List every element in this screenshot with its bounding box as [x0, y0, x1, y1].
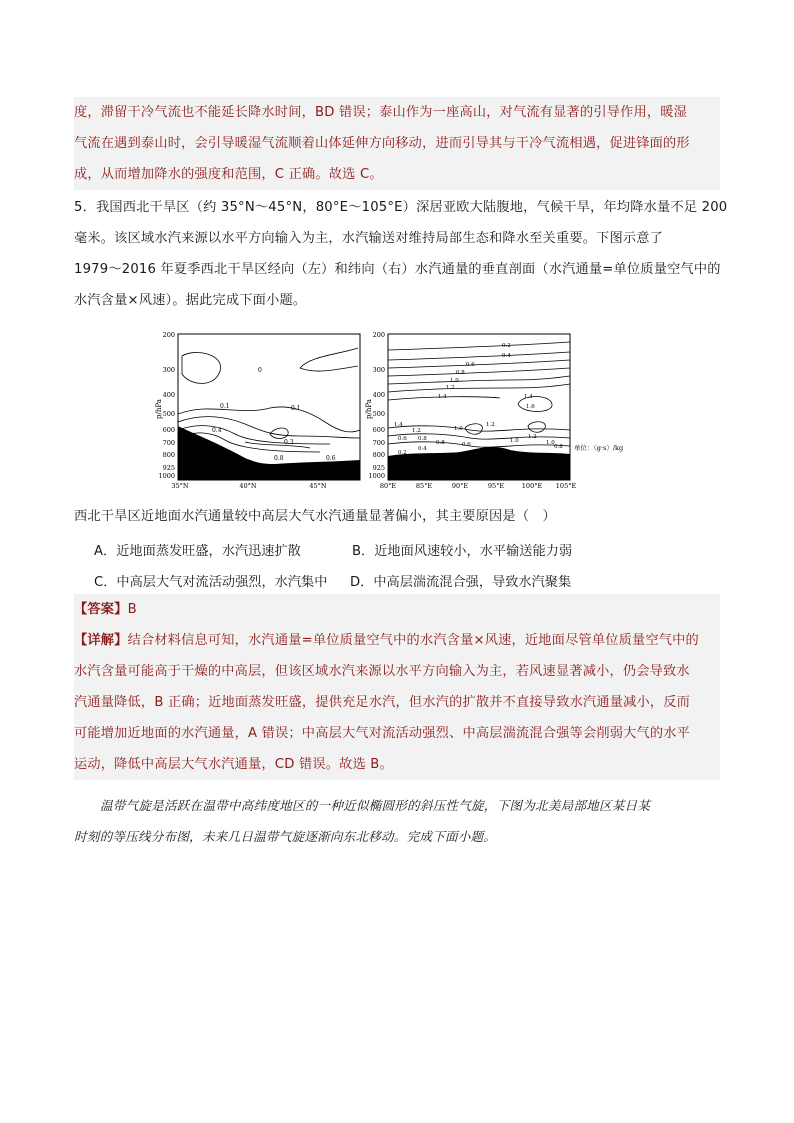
explanation-line: 气流在遇到泰山时，会引导暖湿气流顺着山体延伸方向移动，进而引导其与干冷气流相遇，促进锋面的形 [74, 136, 690, 151]
contour-label: 1.0 [450, 378, 459, 384]
answer-tag: 【答案】 [74, 602, 128, 617]
detail-line [74, 625, 720, 656]
y-tick: 700 [372, 439, 385, 447]
option-d[interactable]: D．中高层湍流混合强，导致水汽聚集 [350, 575, 572, 590]
contour-label: 1.4 [394, 422, 403, 428]
y-tick: 800 [372, 451, 385, 459]
contour-label: 1.2 [486, 422, 495, 428]
x-tick: 95°E [487, 482, 505, 490]
y-tick: 600 [162, 426, 175, 434]
y-tick: 600 [372, 426, 385, 434]
contour-label: 1.0 [454, 426, 463, 432]
contour-label: 0.4 [502, 353, 511, 359]
contour-label: 0.8 [418, 436, 427, 442]
explanation-line: 成，从而增加降水的强度和范围，C 正确。故选 C。 [74, 167, 383, 182]
left-x-ticks [171, 482, 327, 490]
contour-label: 0.1 [220, 403, 230, 410]
y-tick: 300 [162, 366, 175, 374]
x-tick: 40°N [239, 482, 257, 490]
option-a[interactable]: A．近地面蒸发旺盛，水汽迅速扩散 [94, 544, 301, 559]
contour-label: 1.2 [412, 428, 421, 434]
contour-label: 0.6 [398, 436, 407, 442]
contour-label: 1.2 [446, 385, 455, 391]
contour-label: 0.3 [284, 439, 294, 446]
question-stem [74, 501, 720, 532]
explanation-line: 度，滞留干冷气流也不能延长降水时间，BD 错误；泰山作为一座高山，对气流有显著的引导作用，暖湿 [74, 105, 688, 120]
left-panel [155, 331, 360, 490]
detail-line: 运动，降低中高层大气水汽通量，CD 错误。故选 B。 [74, 757, 393, 772]
contour-label: 1.0 [510, 438, 519, 444]
unit-label: 单位：（g·s）/kg [574, 444, 624, 452]
next-question-intro [74, 790, 720, 852]
right-panel [365, 331, 623, 490]
contour-label: 0.4 [418, 446, 427, 452]
contour-label: 0.8 [436, 440, 445, 446]
left-y-label: p/hPa [155, 399, 163, 419]
detail-tag: 【详解】 [74, 633, 128, 648]
material-line: 毫米。该区域水汽来源以水平方向输入为主，水汽输送对维持局部生态和降水至关重要。下图示意了 [74, 231, 664, 246]
contour-label: 1.4 [524, 394, 533, 400]
previous-explanation [74, 97, 720, 190]
contour-label: 0.6 [462, 442, 471, 448]
contour-label: 0.1 [291, 405, 301, 412]
y-tick: 200 [162, 331, 175, 339]
y-tick: 1000 [368, 472, 385, 480]
question-5-material [74, 192, 728, 316]
y-tick: 500 [372, 410, 385, 418]
contour-label: 0.8 [554, 444, 563, 450]
contour-label: 0.6 [466, 362, 475, 368]
material-line: 水汽含量×风速）。据此完成下面小题。 [74, 293, 307, 308]
contour-label: 1.4 [438, 394, 447, 400]
detail-text: 结合材料信息可知，水汽通量=单位质量空气中的水汽含量×风速，近地面尽管单位质量空气中的 [127, 633, 699, 648]
contour-label: 1.0 [546, 440, 555, 446]
detail-line: 可能增加近地面的水汽通量，A 错误；中高层大气对流活动强烈、中高层湍流混合强等会削弱大气的水平 [74, 726, 691, 741]
y-tick: 800 [162, 451, 175, 459]
x-tick: 105°E [555, 482, 577, 490]
x-tick: 85°E [415, 482, 433, 490]
y-tick: 300 [372, 366, 385, 374]
intro-line: 温带气旋是活跃在温带中高纬度地区的一种近似椭圆形的斜压性气旋，下图为北美局部地区某日某 [100, 798, 651, 813]
material-line: 1979～2016 年夏季西北干旱区经向（左）和纬向（右）水汽通量的垂直剖面（水汽通量=单位质量空气中的 [74, 262, 721, 277]
x-tick: 90°E [451, 482, 469, 490]
y-tick: 200 [372, 331, 385, 339]
contour-label: 0.2 [398, 450, 407, 456]
right-y-label: p/hPa [365, 399, 373, 419]
detail-line: 水汽含量可能高于干燥的中高层，但该区域水汽来源以水平方向输入为主，若风速显著减小，仍会导致水 [74, 664, 690, 679]
contour-label: 0.8 [274, 455, 284, 462]
answer-value: B [127, 602, 137, 617]
y-tick: 500 [162, 410, 175, 418]
material-line: 5．我国西北干旱区（约 35°N～45°N，80°E～105°E）深居亚欧大陆腹地，气候干旱，年均降水量不足 200 [74, 200, 728, 215]
option-b[interactable]: B．近地面风速较小，水平输送能力弱 [352, 544, 573, 559]
contour-label: 0.2 [502, 343, 511, 349]
y-tick: 400 [372, 391, 385, 399]
detail-explanation [74, 625, 720, 780]
y-tick: 1000 [158, 472, 175, 480]
y-tick: 925 [372, 464, 385, 472]
x-tick: 35°N [171, 482, 189, 490]
answer-line [74, 594, 720, 625]
option-c[interactable]: C．中高层大气对流活动强烈，水汽集中 [94, 575, 328, 590]
x-tick: 80°E [379, 482, 397, 490]
y-tick: 400 [162, 391, 175, 399]
contour-label: 0.6 [326, 455, 336, 462]
right-x-ticks [380, 482, 577, 490]
x-tick: 100°E [521, 482, 543, 490]
detail-line: 汽通量降低，B 正确；近地面蒸发旺盛，提供充足水汽，但水汽的扩散并不直接导致水汽通量减小，反而 [74, 695, 691, 710]
contour-label: 0 [258, 367, 262, 374]
x-tick: 45°N [309, 482, 327, 490]
y-tick: 925 [162, 464, 175, 472]
contour-label: 0.8 [456, 370, 465, 376]
stem-line: 西北干旱区近地面水汽通量较中高层大气水汽通量显著偏小，其主要原因是（ ） [74, 509, 556, 524]
vertical-section-svg [150, 326, 630, 491]
y-tick: 700 [162, 439, 175, 447]
water-vapor-flux-figure [150, 326, 630, 491]
intro-line: 时刻的等压线分布图，未来几日温带气旋逐渐向东北移动。完成下面小题。 [74, 829, 497, 844]
contour-label: 0.4 [212, 427, 222, 434]
contour-label: 1.6 [526, 404, 535, 410]
contour-label: 1.2 [528, 434, 537, 440]
